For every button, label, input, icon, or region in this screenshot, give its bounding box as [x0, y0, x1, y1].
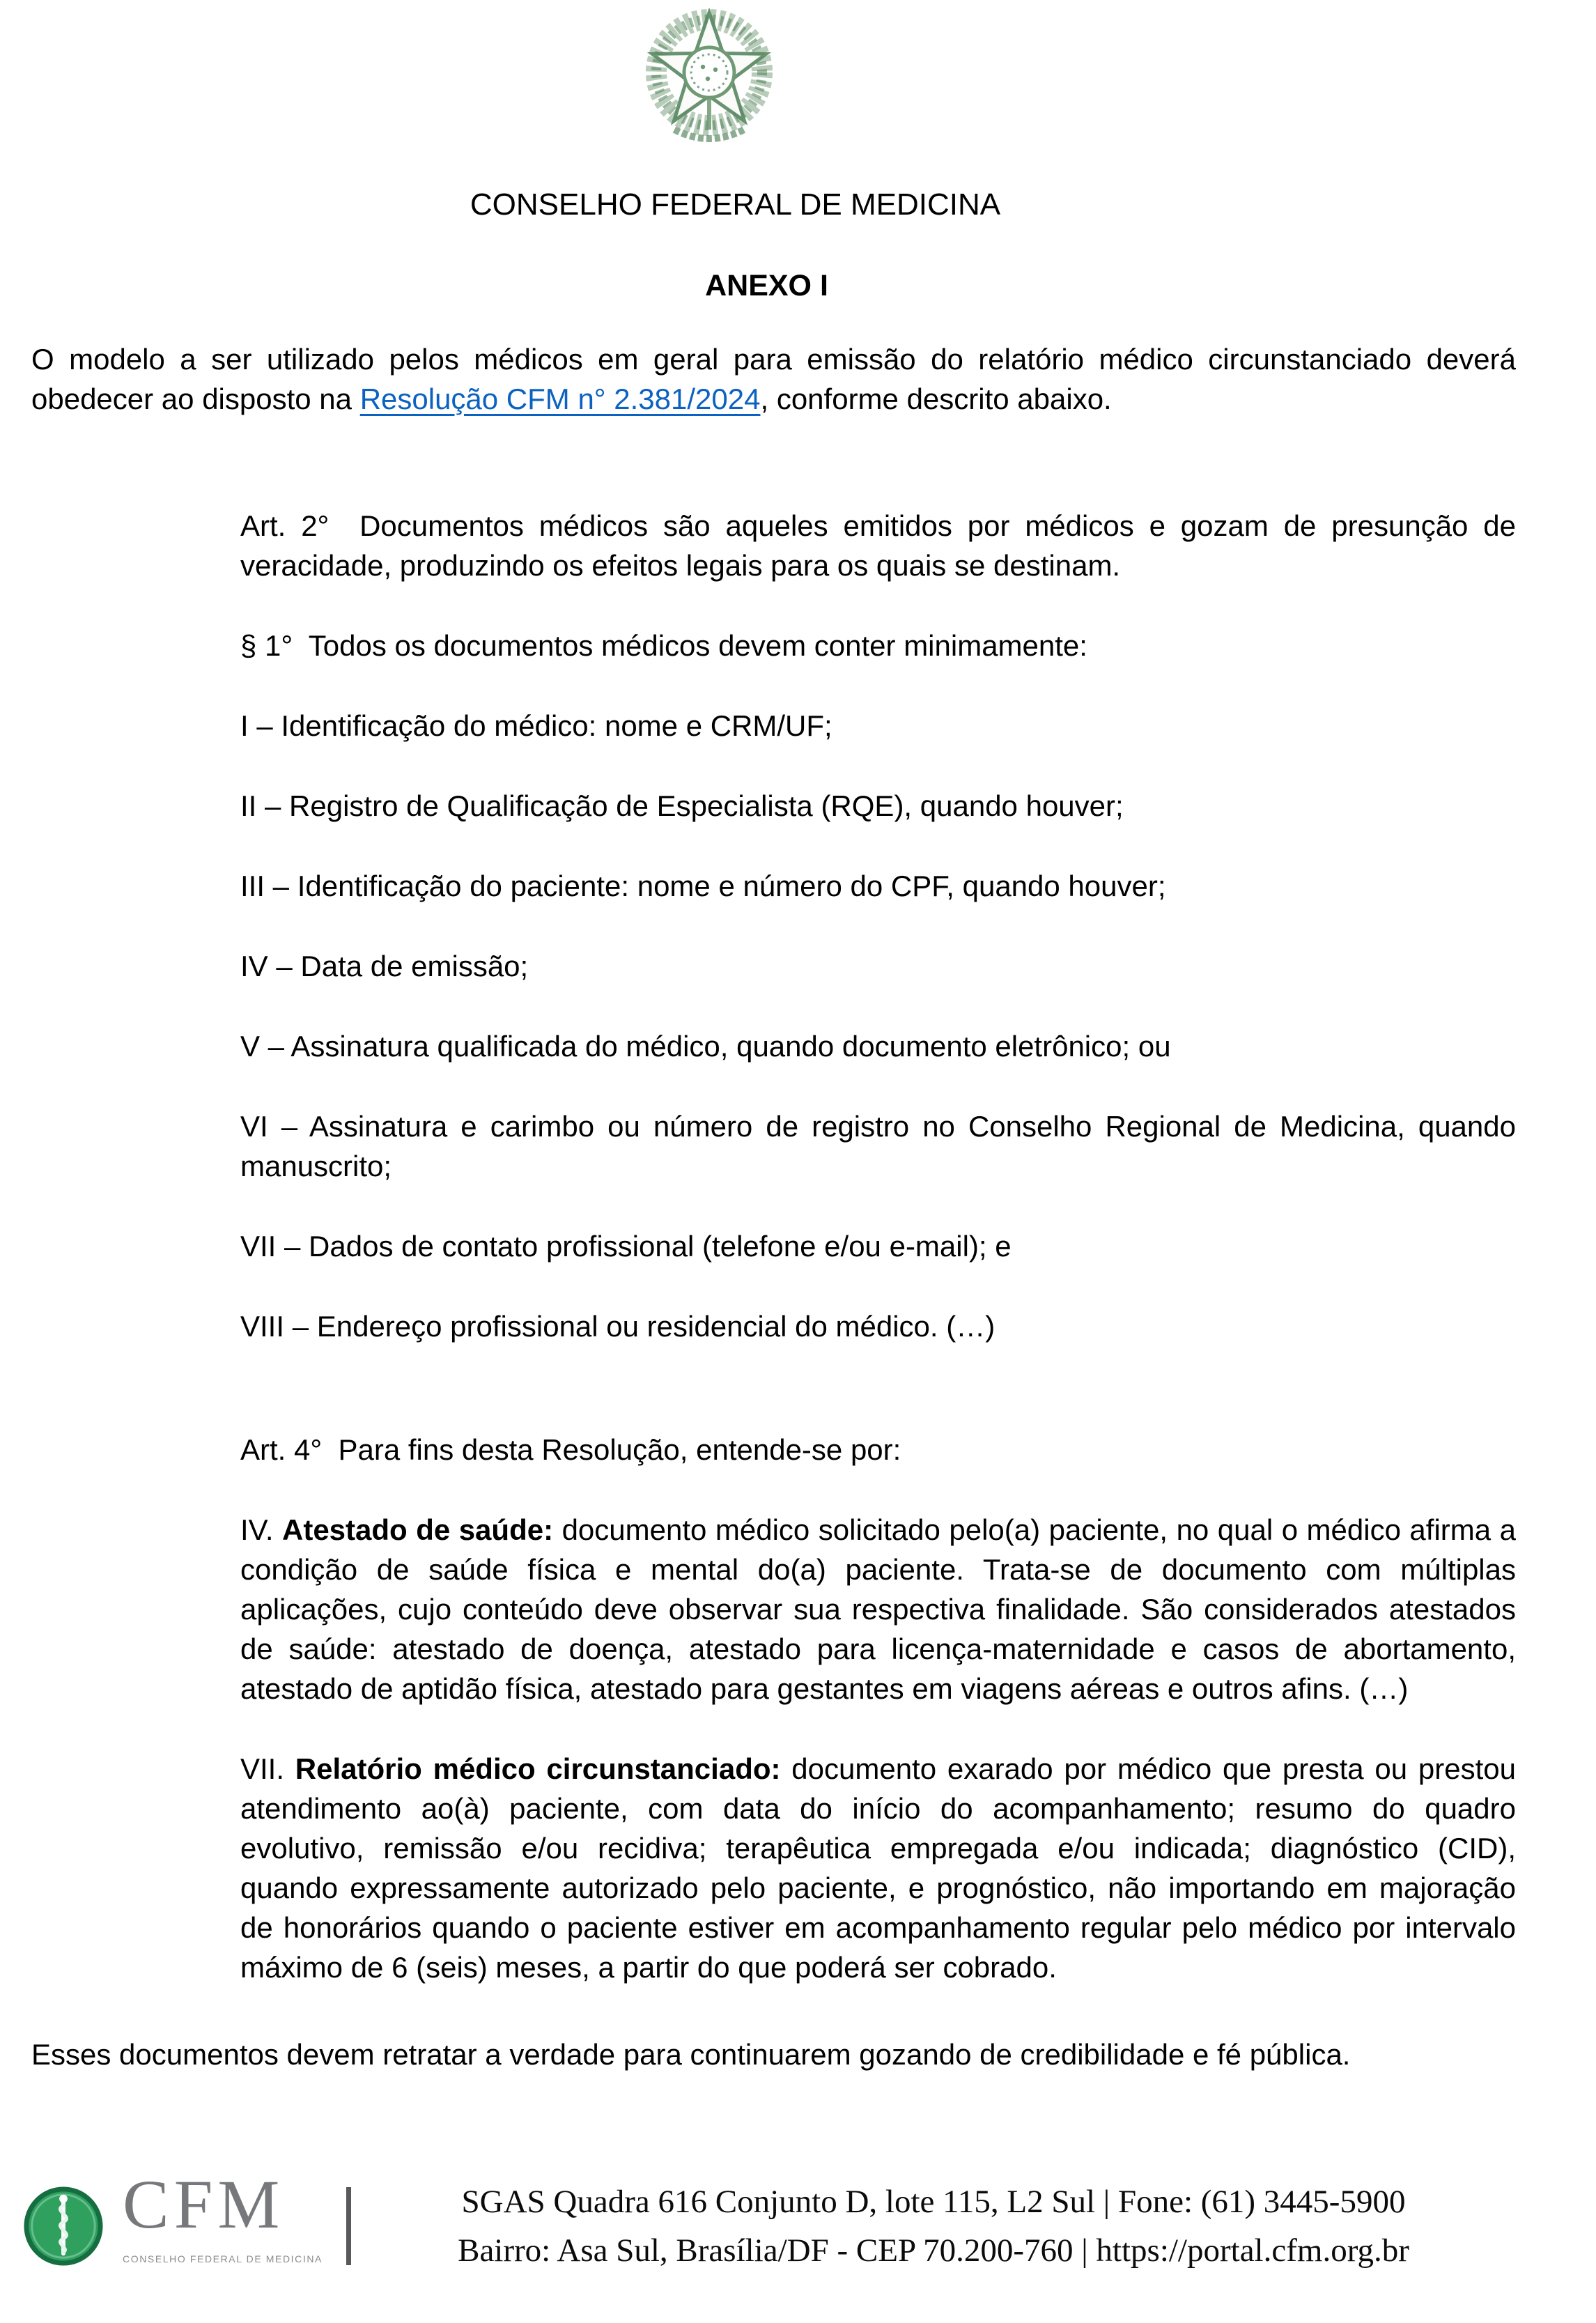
intro-paragraph — [31, 339, 1516, 419]
rod-of-asclepius-icon — [22, 2185, 104, 2267]
definition-term: Relatório médico circunstanciado: — [295, 1752, 781, 1785]
definition-text: documento médico solicitado pelo(a) paciente, no qual o médico afirma a condição de saúde física e mental do(a) paciente. Trata-se de documento com múltiplas aplicações, cujo conteúdo deve observar sua respectiva finalidade. São considerados atestados de saúde: atestado de doença, atestado para licença-maternidade e casos de abortamento, atestado de aptidão física, atestado para gestantes em viagens aéreas e outros afins. (…) — [240, 1513, 1516, 1705]
requirement-item-4: IV – Data de emissão; — [240, 950, 529, 982]
cfm-logo — [22, 2166, 351, 2279]
definition-relatorio — [240, 1749, 1516, 1987]
footer-address — [351, 2177, 1516, 2275]
intro-text-before: O modelo a ser utilizado pelos médicos em geral para emissão do relatório médico circunstanciado deverá obedecer ao disposto na — [31, 343, 1516, 415]
footer-divider — [346, 2187, 351, 2265]
doc-body — [31, 339, 1516, 2074]
requirement-item-2: II – Registro de Qualificação de Especialista (RQE), quando houver; — [240, 789, 1124, 822]
requirement-item-1: I – Identificação do médico: nome e CRM/UF; — [240, 709, 832, 742]
paragraph-1: § 1° Todos os documentos médicos devem conter minimamente: — [240, 629, 1087, 662]
definition-term: Atestado de saúde: — [282, 1513, 554, 1546]
requirement-item-8: VIII – Endereço profissional ou residencial do médico. (…) — [240, 1310, 995, 1343]
intro-text-after: , conforme descrito abaixo. — [760, 383, 1112, 415]
address-line-2: Bairro: Asa Sul, Brasília/DF - CEP 70.200-760 | https://portal.cfm.org.br — [458, 2232, 1409, 2269]
cfm-wordmark — [123, 2166, 323, 2279]
quoted-articles-block — [240, 506, 1516, 1987]
doc-header — [31, 8, 1516, 303]
article-2-paragraph: Art. 2° Documentos médicos são aqueles emitidos por médicos e gozam de presunção de veracidade, produzindo os efeitos legais para os quais se destinam. — [240, 509, 1516, 582]
address-line-1: SGAS Quadra 616 Conjunto D, lote 115, L2 Sul | Fone: (61) 3445-5900 — [461, 2183, 1406, 2220]
definition-text: documento exarado por médico que presta ou prestou atendimento ao(à) paciente, com data do início do acompanhamento; resumo do quadro evolutivo, remissão e/ou recidiva; terapêutica empregada e/ou indicada; diagnóstico (CID), quando expressamente autorizado pelo paciente, e prognóstico, não importando em majoração de honorários quando o paciente estiver em acompanhamento regular pelo médico por intervalo máximo de 6 (seis) meses, a partir do que poderá ser cobrado. — [240, 1752, 1516, 1984]
coat-of-arms-icon — [636, 8, 782, 151]
definition-number: VII. — [240, 1752, 295, 1785]
definition-atestado — [240, 1510, 1516, 1708]
requirement-item-3: III – Identificação do paciente: nome e número do CPF, quando houver; — [240, 870, 1166, 902]
requirement-item-6: VI – Assinatura e carimbo ou número de registro no Conselho Regional de Medicina, quando manuscrito; — [240, 1110, 1516, 1182]
doc-footer — [22, 2166, 1516, 2279]
closing-paragraph: Esses documentos devem retratar a verdade para continuarem gozando de credibilidade e fé pública. — [31, 2038, 1351, 2071]
requirement-item-7: VII – Dados de contato profissional (telefone e/ou e-mail); e — [240, 1230, 1012, 1263]
org-name: CONSELHO FEDERAL DE MEDICINA — [470, 187, 1001, 222]
article-4-paragraph: Art. 4° Para fins desta Resolução, entende-se por: — [240, 1433, 901, 1466]
cfm-acronym: CFM — [123, 2166, 285, 2243]
cfm-caption: CONSELHO FEDERAL DE MEDICINA — [123, 2253, 323, 2264]
requirement-item-5: V – Assinatura qualificada do médico, quando documento eletrônico; ou — [240, 1030, 1171, 1063]
annex-title: ANEXO I — [705, 269, 828, 302]
definition-number: IV. — [240, 1513, 282, 1546]
resolution-link[interactable]: Resolução CFM n° 2.381/2024 — [359, 383, 761, 415]
